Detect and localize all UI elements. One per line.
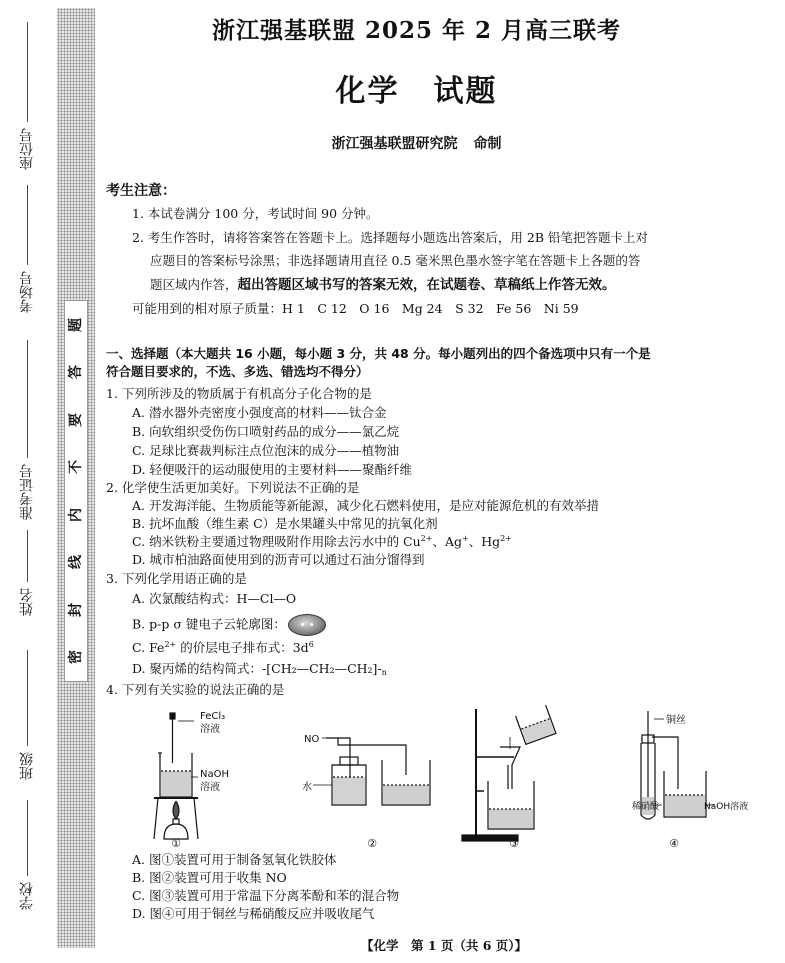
seal-char: 线 <box>68 555 84 570</box>
notice-item-2-line-3-plain: 题区域内作答， <box>150 277 238 292</box>
q2-option-c-sep-2: 、Hg <box>468 534 501 549</box>
apparatus-1-dropper-beaker <box>154 711 229 850</box>
admission-number-line <box>27 340 28 458</box>
section-1-heading-line-1: 一、选择题（本大题共 16 小题，每小题 3 分，共 48 分。每小题列出的四个备选项中只有一个是 <box>106 346 651 361</box>
q2-option-c <box>132 533 512 551</box>
figure-2-number: ② <box>367 837 377 850</box>
beaker-3-liquid <box>489 809 533 828</box>
seat-number-field[interactable] <box>14 22 40 170</box>
notice-item-2-line-2: 应题目的答案标号涂黑；非选择题请用直径 0.5 毫米黑色墨水签字笔在答题卡上各题的答 <box>150 253 641 268</box>
q3-option-d <box>132 660 387 678</box>
nucleus-dot <box>301 623 304 626</box>
notice-heading: 考生注意： <box>106 183 176 199</box>
bottle-stopper <box>340 757 358 765</box>
exam-room-field[interactable] <box>14 185 40 313</box>
notice-item-2-line-1: 2. 考生作答时，请将答案答在答题卡上。选择题每小题选出答案后，用 2B 铅笔把答题卡上对 <box>132 230 648 245</box>
q1-option-a: A. 潜水器外壳密度小强度高的材料——钛合金 <box>132 405 387 420</box>
q4-option-d: D. 图④可用于铜丝与稀硝酸反应并吸收尾气 <box>132 906 375 921</box>
class-field[interactable] <box>14 650 40 780</box>
nucleus-dot <box>310 623 313 626</box>
q4-option-a: A. 图①装置可用于制备氢氧化铁胶体 <box>132 852 337 867</box>
seal-char: 封 <box>68 602 84 617</box>
q2-option-c-text: C. 纳米铁粉主要通过物理吸附作用除去污水中的 Cu <box>132 534 421 549</box>
mercury-ion-charge: 2+ <box>500 534 512 543</box>
notice-item-2-line-3 <box>150 276 616 294</box>
subject-title <box>104 66 729 110</box>
water-label: 水 <box>302 782 312 793</box>
q4-option-c: C. 图③装置可用于常温下分离苯酚和苯的混合物 <box>132 888 400 903</box>
q2-option-b: B. 抗坏血酸（维生素 C）是水果罐头中常见的抗氧化剂 <box>132 516 438 531</box>
q1-option-d: D. 轻便吸汗的运动服使用的主要材料——聚酯纤维 <box>132 462 413 477</box>
d-electron-count: 6 <box>308 640 314 649</box>
beaker-4-liquid <box>665 795 705 816</box>
q4-stem: 4. 下列有关实验的说法正确的是 <box>106 682 285 697</box>
notice-item-1: 1. 本试卷满分 100 分，考试时间 90 分钟。 <box>132 206 379 221</box>
subject-name: 化学 <box>335 74 400 109</box>
q2-option-c-sep-1: 、Ag <box>432 534 462 549</box>
naoh-label: NaOH <box>200 769 229 780</box>
naoh-solution-label: NaOH溶液 <box>704 802 749 812</box>
q3-option-b-text: B. p-p σ 键电子云轮廓图： <box>132 616 286 632</box>
admission-number-label: 准考证号 <box>19 464 35 520</box>
atomic-masses: 可能用到的相对原子质量：H 1 C 12 O 16 Mg 24 S 32 Fe 56 Ni 59 <box>132 301 579 316</box>
q3-option-d-text: D. 聚丙烯的结构简式： <box>132 661 263 676</box>
q1-option-b: B. 向软组织受伤伤口喷射药品的成分——氯乙烷 <box>132 424 400 439</box>
name-label: 姓名 <box>19 588 35 616</box>
q2-option-d: D. 城市柏油路面使用到的沥青可以通过石油分馏得到 <box>132 552 425 567</box>
school-label: 学校 <box>19 882 35 910</box>
delivery-tube <box>652 737 678 789</box>
q1-option-c: C. 足球比赛裁判标注点位泡沫的成分——植物油 <box>132 443 400 458</box>
sigma-bond-cloud-icon <box>288 614 326 636</box>
polymer-degree: n <box>381 668 387 677</box>
polymer-formula: -[CH₂—CH₂—CH₂]- <box>262 661 382 676</box>
compiler-verb: 命制 <box>473 136 502 152</box>
binding-strip <box>0 0 100 963</box>
notice-emphasis: 超出答题区域书写的答案无效，在试题卷、草稿纸上作答无效。 <box>237 277 616 293</box>
q3-option-b <box>132 614 326 636</box>
compiler-line <box>104 133 729 153</box>
pouring-beaker <box>516 705 556 744</box>
class-label: 班级 <box>19 752 35 780</box>
section-1-heading <box>106 345 732 381</box>
figure-3-number: ③ <box>509 837 519 850</box>
q3-option-c-text: C. Fe <box>132 640 165 655</box>
bottle-water <box>333 777 365 804</box>
name-field[interactable] <box>14 530 40 616</box>
q3-stem: 3. 下列化学用语正确的是 <box>106 571 247 586</box>
flame-icon <box>173 801 179 819</box>
name-line <box>27 530 28 582</box>
seal-char: 题 <box>68 317 84 332</box>
school-line <box>27 800 28 876</box>
seat-number-label: 座位号 <box>19 128 35 170</box>
funnel <box>500 747 520 789</box>
q3-option-a: A. 次氯酸结构式：H—Cl—O <box>132 591 297 606</box>
section-1-heading-line-2: 符合题目要求的，不选、多选、错选均不得分） <box>106 364 369 379</box>
compiler-org: 浙江强基联盟研究院 <box>331 136 458 152</box>
beaker-1-liquid <box>161 771 191 796</box>
fecl3-label: FeCl₃ <box>200 711 226 722</box>
seal-char: 答 <box>68 365 84 380</box>
iron-ion-charge: 2+ <box>164 640 177 649</box>
seal-char: 不 <box>68 460 84 475</box>
q1-stem: 1. 下列所涉及的物质属于有机高分子化合物的是 <box>106 386 372 401</box>
school-field[interactable] <box>14 800 40 910</box>
fecl3-label-2: 溶液 <box>200 724 220 735</box>
figure-4-number: ④ <box>669 837 679 850</box>
q4-option-b: B. 图②装置可用于收集 NO <box>132 870 287 885</box>
exam-title: 浙江强基联盟 2025 年 2 月高三联考 <box>211 17 622 44</box>
seal-line-box <box>64 300 88 682</box>
seal-char: 要 <box>68 412 84 427</box>
q2-stem: 2. 化学使生活更加美好。下列说法不正确的是 <box>106 480 360 495</box>
nitric-acid-label: 稀硝酸 <box>632 802 660 812</box>
figure-1-number: ① <box>171 837 181 850</box>
beaker-2-liquid <box>383 785 429 804</box>
seal-char: 密 <box>68 650 84 665</box>
exam-room-label: 考场号 <box>19 271 35 313</box>
copper-ion-charge: 2+ <box>420 534 433 543</box>
dropper-bulb <box>170 713 175 719</box>
seat-number-line <box>27 22 28 122</box>
exam-page <box>104 0 776 963</box>
apparatus-3-filtration <box>462 705 556 850</box>
subject-suffix: 试题 <box>433 74 498 109</box>
q3-option-c <box>132 639 314 657</box>
page-footer: 【化学 第 1 页（共 6 页）】 <box>360 938 528 953</box>
apparatus-figure <box>158 705 749 851</box>
copper-wire-label: 铜丝 <box>666 715 686 726</box>
q2-option-a: A. 开发海洋能、生物质能等新能源，减少化石燃料使用，是应对能源危机的有效举措 <box>132 498 599 513</box>
exam-room-line <box>27 185 28 265</box>
naoh-label-2: 溶液 <box>200 782 220 793</box>
q3-option-c-mid: 的价层电子排布式：3d <box>176 640 309 655</box>
seal-char: 内 <box>68 507 84 522</box>
silver-ion-charge: + <box>461 534 469 543</box>
class-line <box>27 650 28 746</box>
admission-number-field[interactable] <box>14 340 40 520</box>
apparatus-2-gas-bottle <box>302 734 430 850</box>
apparatus-4-copper-reaction <box>632 711 748 850</box>
no-label: NO <box>304 734 320 745</box>
